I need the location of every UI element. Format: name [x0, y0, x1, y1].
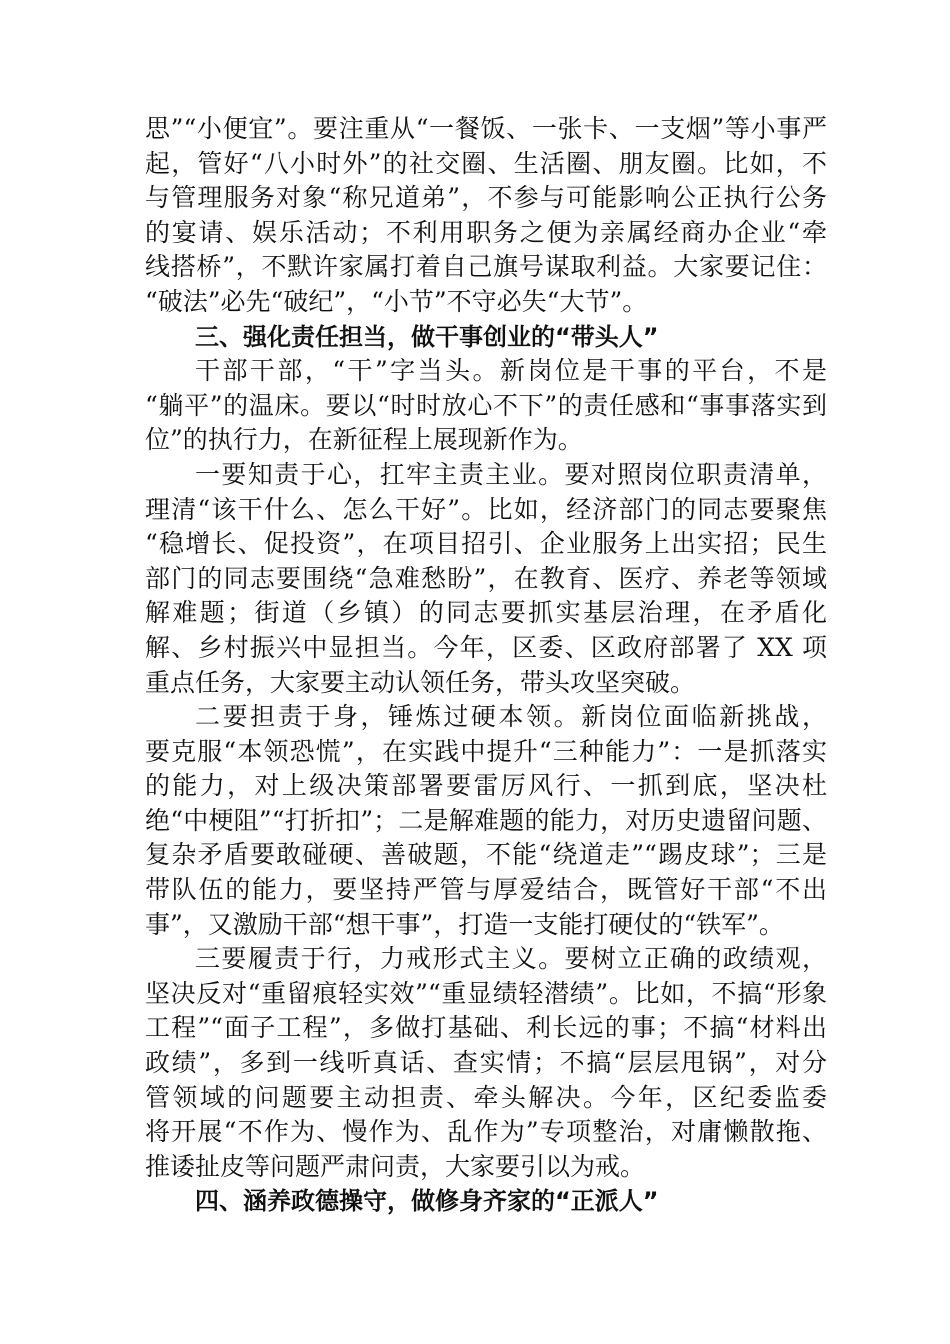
text-line: 起，管好“八小时外”的社交圈、生活圈、朋友圈。比如，不 [145, 148, 827, 178]
text-line: 政绩”，多到一线听真话、查实情；不搞“层层甩锅”，对分 [145, 1048, 827, 1078]
paragraph-last-line: 位”的执行力，在新征程上展现新作为。 [145, 425, 583, 455]
text-line: 思”“小便宜”。要注重从“一餐饭、一张卡、一支烟”等小事严 [145, 114, 827, 143]
text-line: “躺平”的温床。要以“时时放心不下”的责任感和“事事落实到 [145, 390, 827, 420]
text-line: 的宴请、娱乐活动；不利用职务之便为亲属经商办企业“牵 [145, 217, 827, 247]
text-line: 的能力，对上级决策部署要雷厉风行、一抓到底，坚决杜 [145, 771, 827, 801]
paragraph-first-line: 三要履责于行，力戒形式主义。要树立正确的政绩观， [195, 944, 827, 974]
paragraph-first-line: 干部干部，“干”字当头。新岗位是干事的平台，不是 [195, 356, 827, 386]
paragraph-last-line: “破法”必先“破纪”，“小节”不守必失“大节”。 [145, 286, 648, 316]
text-line: “稳增长、促投资”，在项目招引、企业服务上出实招；民生 [145, 529, 827, 559]
paragraph-last-line: 重点任务，大家要主动认领任务，带头攻坚突破。 [145, 667, 696, 697]
text-line: 管领域的问题要主动担责、牵头解决。今年，区纪委监委 [145, 1082, 827, 1112]
paragraph-last-line: 事”，又激励干部“想干事”，打造一支能打硬仗的“铁军”。 [145, 909, 784, 939]
text-line: 与管理服务对象“称兄道弟”，不参与可能影响公正执行公务 [145, 183, 827, 213]
text-line: 坚决反对“重留痕轻实效”“重显绩轻潜绩”。比如，不搞“形象 [145, 978, 827, 1008]
text-line: 复杂矛盾要敢碰硬、善破题，不能“绕道走”“踢皮球”；三是 [145, 840, 827, 870]
document-body [145, 112, 827, 1219]
text-line: 要克服“本领恐慌”，在实践中提升“三种能力”：一是抓落实 [145, 736, 827, 766]
text-line: 将开展“不作为、慢作为、乱作为”专项整治，对庸懒散拖、 [145, 1117, 827, 1147]
text-line: 带队伍的能力，要坚持严管与厚爱结合，既管好干部“不出 [145, 875, 827, 905]
paragraph-first-line: 一要知责于心，扛牢主责主业。要对照岗位职责清单， [195, 459, 827, 489]
text-line: 理清“该干什么、怎么干好”。比如，经济部门的同志要聚焦 [145, 494, 827, 524]
text-line: 解难题；街道（乡镇）的同志要抓实基层治理，在矛盾化 [145, 598, 827, 628]
text-line: 工程”“面子工程”，多做打基础、利长远的事；不搞“材料出 [145, 1013, 827, 1043]
section-heading: 三、强化责任担当，做干事创业的“带头人” [195, 322, 659, 351]
text-line: 解、乡村振兴中显担当。今年，区委、区政府部署了 XX 项 [145, 632, 827, 662]
section-heading: 四、涵养政德操守，做修身齐家的“正派人” [195, 1187, 659, 1216]
paragraph-last-line: 推诿扯皮等问题严肃问责，大家要引以为戒。 [145, 1151, 646, 1181]
text-line: 绝“中梗阻”“打折扣”；二是解难题的能力，对历史遗留问题、 [145, 805, 827, 835]
text-line: 线搭桥”，不默许家属打着自己旗号谋取利益。大家要记住： [145, 252, 827, 282]
text-line: 部门的同志要围绕“急难愁盼”，在教育、医疗、养老等领域 [145, 563, 827, 593]
paragraph-first-line: 二要担责于身，锤炼过硬本领。新岗位面临新挑战， [195, 702, 827, 732]
